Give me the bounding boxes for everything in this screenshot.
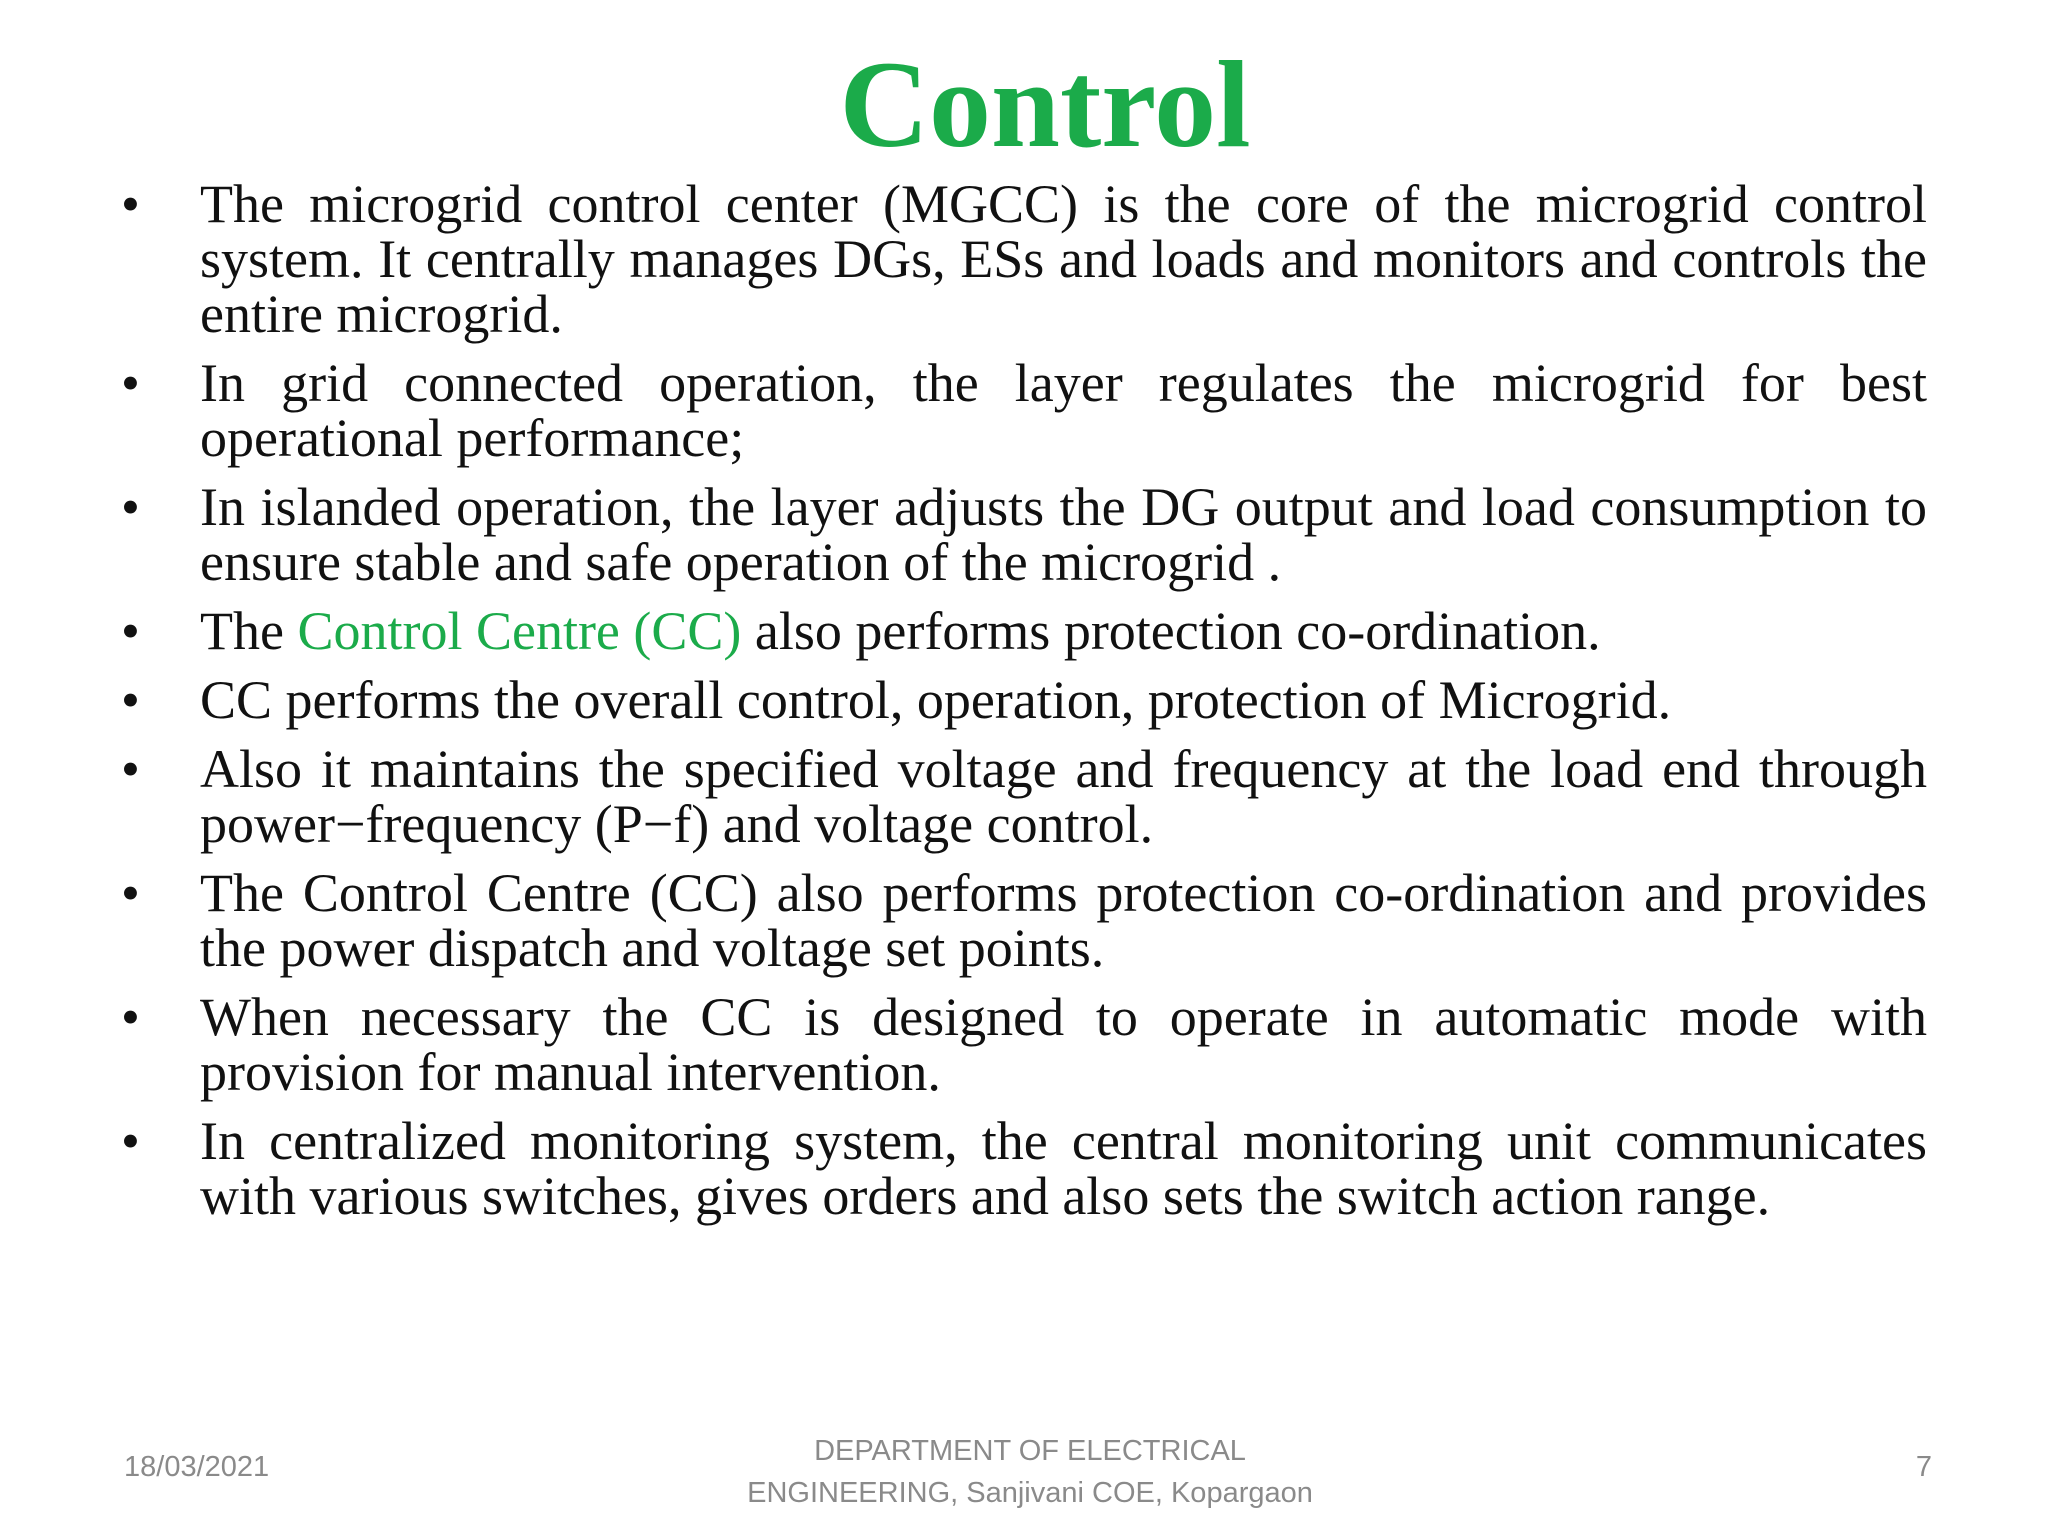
bullet-text: In islanded operation, the layer adjusts the DG output and load consumption to ensure stable and safe operation of the microgrid . — [200, 477, 1927, 592]
bullet-item — [112, 353, 1927, 468]
page-number: 7 — [1915, 1451, 1932, 1483]
bullet-dot: • — [121, 601, 140, 661]
bullet-dot: • — [121, 1111, 140, 1171]
bullet-dot: • — [121, 739, 140, 799]
bullet-text: The microgrid control center (MGCC) is the core of the microgrid control system. It centrally manages DGs, ESs and loads and monitors and controls the entire microgrid. — [200, 174, 1927, 344]
footer-date: 18/03/2021 — [124, 1451, 270, 1483]
bullet-dot: • — [121, 174, 140, 234]
footer-department — [700, 1430, 1360, 1514]
bullet-text-suffix: also performs protection co-ordination. — [741, 601, 1601, 661]
bullet-list — [112, 174, 1927, 1238]
footer-department-line-2: ENGINEERING, Sanjivani COE, Kopargaon — [747, 1477, 1313, 1509]
bullet-item — [112, 670, 1927, 730]
bullet-item — [112, 477, 1927, 592]
bullet-text-prefix: The — [200, 601, 298, 661]
footer-department-line-1: DEPARTMENT OF ELECTRICAL — [814, 1435, 1246, 1467]
bullet-dot: • — [121, 987, 140, 1047]
bullet-text: In centralized monitoring system, the central monitoring unit communicates with various switches, gives orders and also sets the switch action range. — [200, 1111, 1927, 1226]
bullet-item — [112, 601, 1927, 661]
bullet-dot: • — [121, 863, 140, 923]
bullet-dot: • — [121, 670, 140, 730]
highlighted-term: Control Centre (CC) — [297, 601, 742, 661]
bullet-item — [112, 863, 1927, 978]
bullet-item — [112, 739, 1927, 854]
slide-title: Control — [839, 36, 1251, 173]
bullet-text: The Control Centre (CC) also performs protection co-ordination and provides the power dispatch and voltage set points. — [200, 863, 1927, 978]
bullet-text: CC performs the overall control, operation, protection of Microgrid. — [200, 670, 1672, 730]
bullet-item — [112, 987, 1927, 1102]
bullet-dot: • — [121, 477, 140, 537]
bullet-item — [112, 1111, 1927, 1226]
bullet-text: Also it maintains the specified voltage and frequency at the load end through power−frequency (P−f) and voltage control. — [200, 739, 1927, 854]
bullet-dot: • — [121, 353, 140, 413]
bullet-item — [112, 174, 1927, 344]
bullet-text: In grid connected operation, the layer regulates the microgrid for best operational performance; — [200, 353, 1927, 468]
bullet-text: When necessary the CC is designed to operate in automatic mode with provision for manual intervention. — [200, 987, 1927, 1102]
